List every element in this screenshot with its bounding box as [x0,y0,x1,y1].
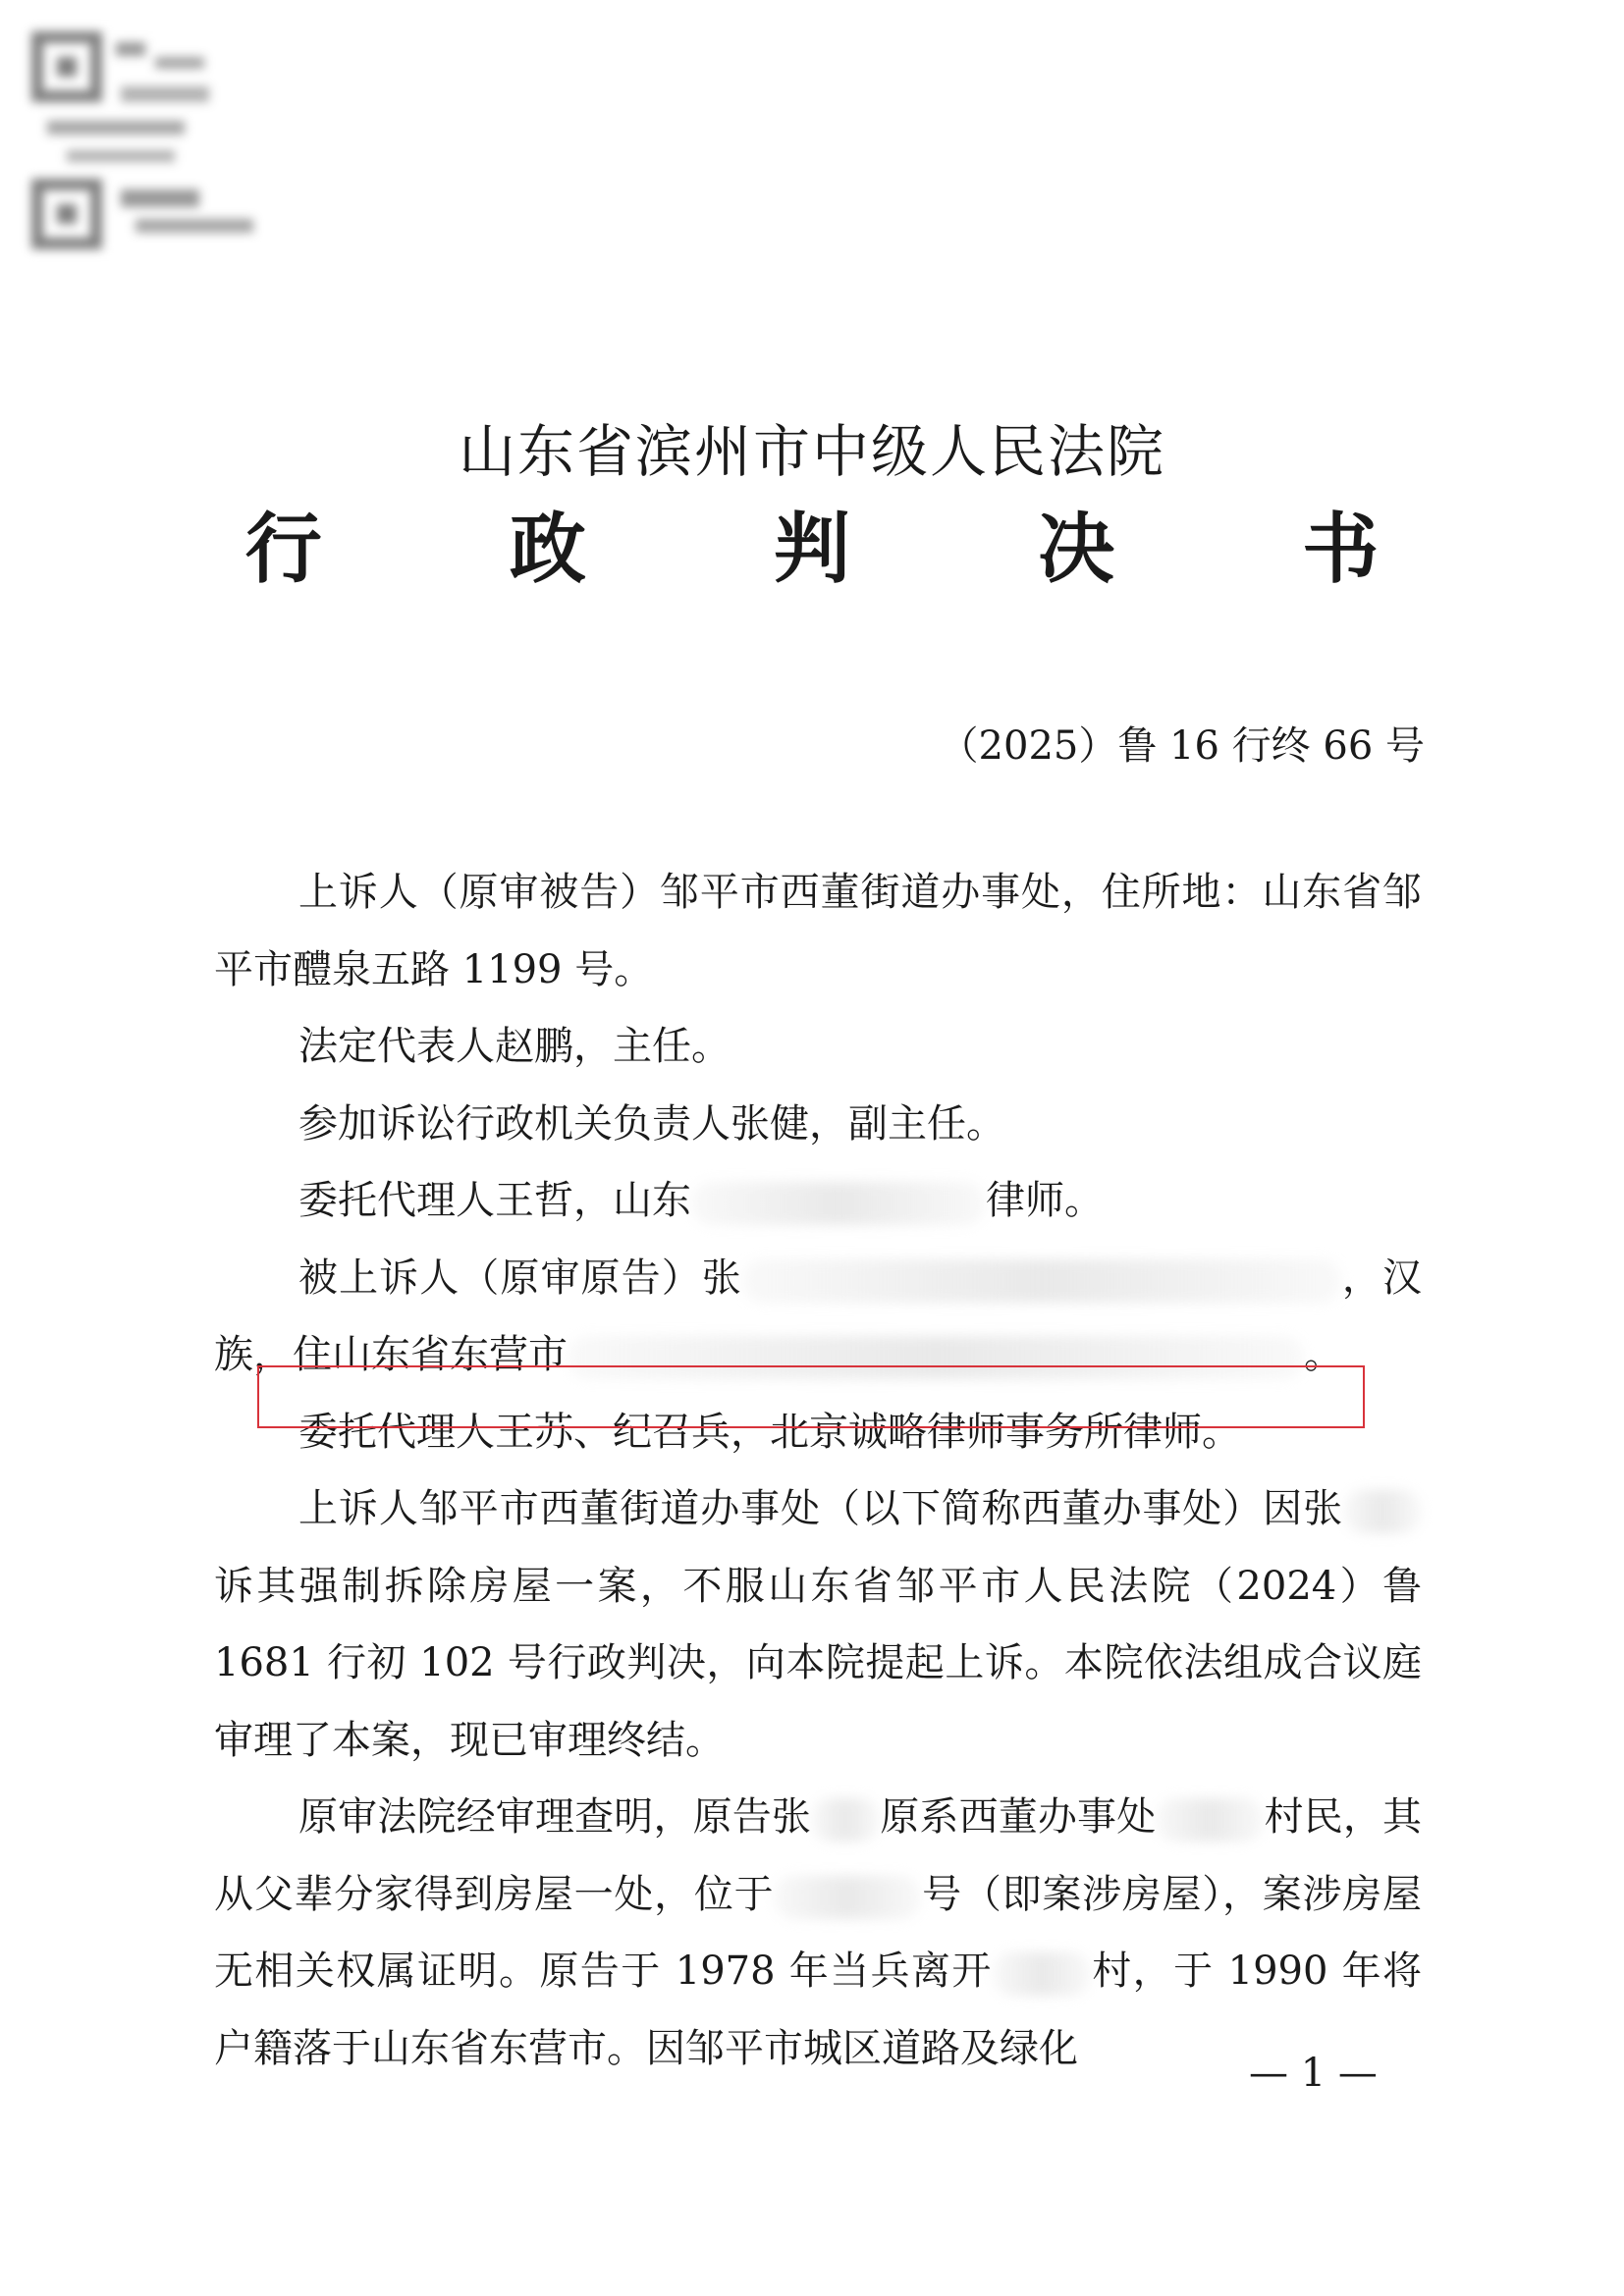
paragraph-facts: 原审法院经审理查明，原告张 原系西董办事处 村民，其从父辈分家得到房屋一处，位于 号（即案涉房屋），案涉房屋无相关权属证明。原告于 1978 年当兵离开 村，于 1990 年将户籍落于山东省东营市。因邹平市城区道路及绿化 [214,1794,1423,2071]
paragraph-legal-representative: 法定代表人赵鹏，主任。 [298,1024,731,1069]
judgment-body [214,854,1422,2087]
paragraph-appellant-agent: 委托代理人王哲，山东 律师。 [298,1178,1104,1223]
highlight-box [257,1365,1365,1428]
paragraph-case-background: 上诉人邹平市西董街道办事处（以下简称西董办事处）因张诉其强制拆除房屋一案，不服山东省邹平市人民法院（2024）鲁 1681 行初 102 号行政判决，向本院提起上诉。本院依法组成合议庭审理了本案，现已审理终结。 [214,1486,1422,1763]
redacted-text [1156,1798,1264,1842]
paragraph-appellee: 被上诉人（原审原告）张 ，汉族，住山东省东营市 。 [214,1255,1423,1377]
redacted-text [742,1259,1341,1303]
paragraph-appellee-agent: 委托代理人王苏、纪召兵，北京诚略律师事务所律师。 [298,1409,1241,1455]
redacted-text [1343,1490,1422,1533]
case-number: （2025）鲁 16 行终 66 号 [939,723,1425,769]
redacted-text [691,1182,986,1225]
redacted-text [993,1952,1091,1996]
paragraph-agency-head: 参加诉讼行政机关负责人张健，副主任。 [298,1100,1005,1147]
paragraph-appellant: 上诉人（原审被告）邹平市西董街道办事处，住所地：山东省邹平市醴泉五路 1199 号。 [214,870,1422,992]
page-number: — 1 — [1249,2051,1378,2096]
redacted-text [774,1876,921,1919]
court-name: 山东省滨州市中级人民法院 [458,418,1165,485]
redacted-text [811,1798,880,1842]
document-type-title: 行 政 判 决 书 [244,505,1460,594]
qr-code-image [27,27,273,253]
